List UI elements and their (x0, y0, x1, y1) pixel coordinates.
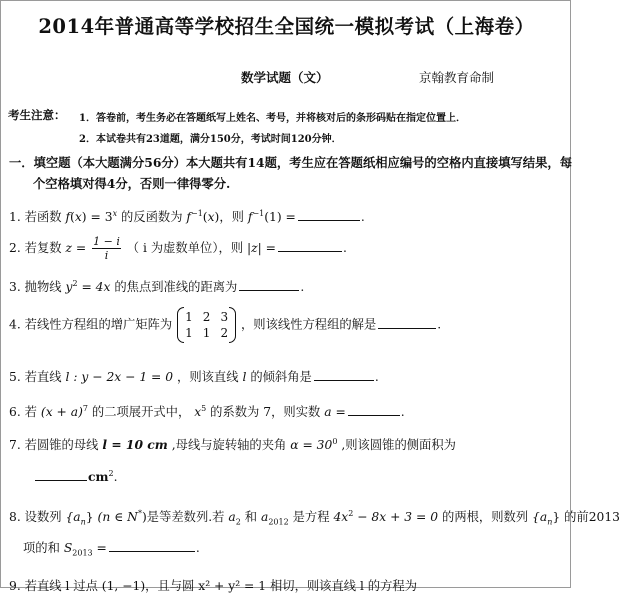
answer-blank-1 (298, 219, 360, 221)
section-heading-line1: 一．填空题（本大题满分56分）本大题共有14题，考生应在答题纸相应编号的空格内直接填写结果，每 (9, 155, 572, 170)
question-1: 1. 若函数 $f(x) = 3^x$ 的反函数为 $f^{-1}(x)$，则 $f^{-1}(1)$ = . (9, 208, 365, 224)
answer-blank-8 (109, 550, 195, 552)
answer-blank-3 (239, 289, 299, 291)
question-6: 6. 若 $(x + a)^7$ 的二项展开式中， $x^5$ 的系数为 7，则实数 a = . (9, 403, 405, 419)
note-1: 1．答卷前，考生务必在答题纸写上姓名、考号，并将核对后的条形码贴在指定位置上． (79, 113, 466, 124)
note-2: 2．本试卷共有23道题，满分150分，考试时间120分钟． (79, 134, 342, 145)
answer-blank-5 (314, 379, 374, 381)
section-heading-line2: 个空格填对得4分，否则一律得零分. (33, 176, 231, 191)
question-8-continued: 项的和 $S_{2013}$ = . (23, 541, 200, 558)
answer-blank-4 (378, 327, 436, 329)
answer-blank-2 (278, 250, 342, 252)
notes-label: 考生注意： (8, 108, 66, 122)
question-5: 5. 若直线 l : y − 2x − 1 = 0 ，则该直线 l 的倾斜角是 . (9, 370, 379, 384)
question-7: 7. 若圆锥的母线 l = 10 cm ,母线与旋转轴的夹角 $\alpha = 30^0$ ,则该圆锥的侧面积为 (9, 436, 456, 452)
question-2: 2. 若复数 z = $\frac{1 - i}{i}$ （ i 为虚数单位），则 |z| = . (9, 235, 347, 262)
augmented-matrix: 1 2 3 1 1 2 (180, 309, 233, 341)
question-7-answer-line: $cm^2$. (33, 469, 118, 484)
exam-author: 京翰教育命制 (419, 70, 495, 85)
page-title: 2014年普通高等学校招生全国统一模拟考试（上海卷） (38, 15, 535, 38)
answer-blank-7 (35, 479, 87, 481)
exam-subtitle: 数学试题（文） (241, 70, 329, 85)
question-4: 4. 若线性方程组的增广矩阵为 1 2 3 1 1 2 ，则该线性方程组的解是 . (9, 309, 441, 341)
answer-blank-6 (348, 414, 400, 416)
question-3: 3. 抛物线 $y^2 = 4x$ 的焦点到准线的距离为 . (9, 278, 305, 294)
question-8: 8. 设数列 $\{a_n\}$ (n ∈ N*)是等差数列.若 $a_2$ 和 $a_{2012}$ 是方程 $4x^2 - 8x + 3 = 0$ 的两根，则数列 $\{a_n\}$ 的前2013 (9, 508, 620, 527)
question-9: 9. 若直线 l 过点 (1, −1)，且与圆 x² + y² = 1 相切，则该直线 l 的方程为 (9, 579, 417, 593)
fraction: $\frac{1 - i}{i}$ (93, 235, 120, 262)
